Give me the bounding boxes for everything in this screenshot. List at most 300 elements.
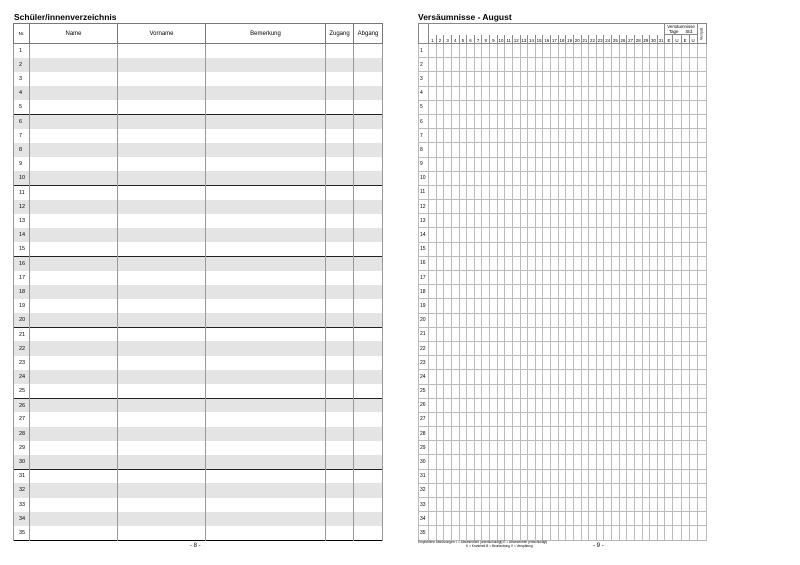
day-cell[interactable] <box>474 285 482 299</box>
zugang-cell[interactable] <box>326 114 354 128</box>
day-cell[interactable] <box>627 129 635 143</box>
day-cell[interactable] <box>650 299 658 313</box>
day-cell[interactable] <box>612 427 620 441</box>
day-cell[interactable] <box>482 129 490 143</box>
day-cell[interactable] <box>589 412 597 426</box>
bemerkung-cell[interactable] <box>206 483 326 497</box>
summary-cell[interactable] <box>665 86 673 100</box>
day-cell[interactable] <box>558 412 566 426</box>
day-cell[interactable] <box>436 129 444 143</box>
summary-cell[interactable] <box>697 242 706 256</box>
day-cell[interactable] <box>459 171 467 185</box>
day-cell[interactable] <box>482 370 490 384</box>
bemerkung-cell[interactable] <box>206 427 326 441</box>
day-cell[interactable] <box>444 171 452 185</box>
day-cell[interactable] <box>589 58 597 72</box>
day-cell[interactable] <box>535 256 543 270</box>
day-cell[interactable] <box>604 214 612 228</box>
day-cell[interactable] <box>596 157 604 171</box>
vorname-cell[interactable] <box>118 143 206 157</box>
day-cell[interactable] <box>604 86 612 100</box>
day-cell[interactable] <box>543 86 551 100</box>
day-cell[interactable] <box>528 214 536 228</box>
day-cell[interactable] <box>467 58 475 72</box>
summary-cell[interactable] <box>689 427 697 441</box>
day-cell[interactable] <box>596 327 604 341</box>
abgang-cell[interactable] <box>354 143 383 157</box>
day-cell[interactable] <box>589 313 597 327</box>
day-cell[interactable] <box>543 384 551 398</box>
summary-cell[interactable] <box>697 299 706 313</box>
vorname-cell[interactable] <box>118 256 206 270</box>
day-cell[interactable] <box>589 299 597 313</box>
zugang-cell[interactable] <box>326 129 354 143</box>
day-cell[interactable] <box>429 498 437 512</box>
day-cell[interactable] <box>436 185 444 199</box>
day-cell[interactable] <box>505 498 513 512</box>
day-cell[interactable] <box>596 143 604 157</box>
summary-cell[interactable] <box>681 200 689 214</box>
day-cell[interactable] <box>436 72 444 86</box>
summary-cell[interactable] <box>681 214 689 228</box>
day-cell[interactable] <box>619 58 627 72</box>
day-cell[interactable] <box>619 242 627 256</box>
day-cell[interactable] <box>604 469 612 483</box>
day-cell[interactable] <box>650 313 658 327</box>
bemerkung-cell[interactable] <box>206 171 326 185</box>
name-cell[interactable] <box>30 455 118 469</box>
day-cell[interactable] <box>627 427 635 441</box>
day-cell[interactable] <box>429 285 437 299</box>
day-cell[interactable] <box>497 455 505 469</box>
day-cell[interactable] <box>429 412 437 426</box>
day-cell[interactable] <box>512 327 520 341</box>
day-cell[interactable] <box>520 469 528 483</box>
day-cell[interactable] <box>634 185 642 199</box>
day-cell[interactable] <box>566 384 574 398</box>
day-cell[interactable] <box>459 256 467 270</box>
day-cell[interactable] <box>558 72 566 86</box>
day-cell[interactable] <box>520 143 528 157</box>
summary-cell[interactable] <box>665 100 673 114</box>
day-cell[interactable] <box>627 171 635 185</box>
day-cell[interactable] <box>596 271 604 285</box>
day-cell[interactable] <box>505 441 513 455</box>
day-cell[interactable] <box>566 427 574 441</box>
day-cell[interactable] <box>482 398 490 412</box>
day-cell[interactable] <box>619 129 627 143</box>
day-cell[interactable] <box>551 469 559 483</box>
summary-cell[interactable] <box>697 455 706 469</box>
day-cell[interactable] <box>474 58 482 72</box>
day-cell[interactable] <box>650 72 658 86</box>
day-cell[interactable] <box>512 114 520 128</box>
day-cell[interactable] <box>512 200 520 214</box>
day-cell[interactable] <box>589 455 597 469</box>
summary-cell[interactable] <box>697 100 706 114</box>
day-cell[interactable] <box>589 129 597 143</box>
day-cell[interactable] <box>596 100 604 114</box>
day-cell[interactable] <box>573 512 581 526</box>
vorname-cell[interactable] <box>118 384 206 398</box>
day-cell[interactable] <box>566 44 574 58</box>
day-cell[interactable] <box>650 228 658 242</box>
day-cell[interactable] <box>619 455 627 469</box>
day-cell[interactable] <box>535 271 543 285</box>
day-cell[interactable] <box>459 285 467 299</box>
day-cell[interactable] <box>429 114 437 128</box>
summary-cell[interactable] <box>665 114 673 128</box>
day-cell[interactable] <box>451 129 459 143</box>
zugang-cell[interactable] <box>326 242 354 256</box>
day-cell[interactable] <box>558 427 566 441</box>
bemerkung-cell[interactable] <box>206 469 326 483</box>
day-cell[interactable] <box>429 157 437 171</box>
day-cell[interactable] <box>520 341 528 355</box>
day-cell[interactable] <box>604 341 612 355</box>
day-cell[interactable] <box>429 72 437 86</box>
day-cell[interactable] <box>612 114 620 128</box>
day-cell[interactable] <box>459 242 467 256</box>
vorname-cell[interactable] <box>118 469 206 483</box>
day-cell[interactable] <box>429 512 437 526</box>
day-cell[interactable] <box>505 171 513 185</box>
day-cell[interactable] <box>619 498 627 512</box>
day-cell[interactable] <box>650 498 658 512</box>
day-cell[interactable] <box>604 242 612 256</box>
day-cell[interactable] <box>490 228 498 242</box>
day-cell[interactable] <box>474 114 482 128</box>
day-cell[interactable] <box>520 256 528 270</box>
summary-cell[interactable] <box>697 412 706 426</box>
day-cell[interactable] <box>581 427 589 441</box>
day-cell[interactable] <box>490 129 498 143</box>
zugang-cell[interactable] <box>326 455 354 469</box>
day-cell[interactable] <box>627 114 635 128</box>
summary-cell[interactable] <box>681 469 689 483</box>
summary-cell[interactable] <box>665 526 673 540</box>
day-cell[interactable] <box>604 441 612 455</box>
day-cell[interactable] <box>528 412 536 426</box>
summary-cell[interactable] <box>697 114 706 128</box>
day-cell[interactable] <box>512 143 520 157</box>
day-cell[interactable] <box>512 341 520 355</box>
day-cell[interactable] <box>512 356 520 370</box>
day-cell[interactable] <box>451 114 459 128</box>
summary-cell[interactable] <box>673 256 681 270</box>
day-cell[interactable] <box>520 114 528 128</box>
day-cell[interactable] <box>512 285 520 299</box>
day-cell[interactable] <box>573 483 581 497</box>
day-cell[interactable] <box>558 327 566 341</box>
summary-cell[interactable] <box>673 72 681 86</box>
day-cell[interactable] <box>436 214 444 228</box>
day-cell[interactable] <box>505 114 513 128</box>
day-cell[interactable] <box>604 512 612 526</box>
day-cell[interactable] <box>604 100 612 114</box>
bemerkung-cell[interactable] <box>206 299 326 313</box>
day-cell[interactable] <box>512 313 520 327</box>
day-cell[interactable] <box>642 129 650 143</box>
day-cell[interactable] <box>436 271 444 285</box>
day-cell[interactable] <box>543 200 551 214</box>
day-cell[interactable] <box>543 271 551 285</box>
summary-cell[interactable] <box>665 242 673 256</box>
zugang-cell[interactable] <box>326 157 354 171</box>
name-cell[interactable] <box>30 483 118 497</box>
day-cell[interactable] <box>474 313 482 327</box>
day-cell[interactable] <box>429 44 437 58</box>
day-cell[interactable] <box>490 327 498 341</box>
day-cell[interactable] <box>657 341 665 355</box>
summary-cell[interactable] <box>673 114 681 128</box>
day-cell[interactable] <box>566 370 574 384</box>
day-cell[interactable] <box>467 271 475 285</box>
day-cell[interactable] <box>543 455 551 469</box>
day-cell[interactable] <box>558 214 566 228</box>
bemerkung-cell[interactable] <box>206 384 326 398</box>
day-cell[interactable] <box>627 412 635 426</box>
day-cell[interactable] <box>528 469 536 483</box>
day-cell[interactable] <box>627 370 635 384</box>
summary-cell[interactable] <box>681 341 689 355</box>
day-cell[interactable] <box>429 356 437 370</box>
day-cell[interactable] <box>612 398 620 412</box>
summary-cell[interactable] <box>673 512 681 526</box>
bemerkung-cell[interactable] <box>206 455 326 469</box>
vorname-cell[interactable] <box>118 483 206 497</box>
day-cell[interactable] <box>512 242 520 256</box>
day-cell[interactable] <box>444 114 452 128</box>
day-cell[interactable] <box>551 313 559 327</box>
day-cell[interactable] <box>619 483 627 497</box>
day-cell[interactable] <box>520 242 528 256</box>
vorname-cell[interactable] <box>118 72 206 86</box>
abgang-cell[interactable] <box>354 455 383 469</box>
day-cell[interactable] <box>429 143 437 157</box>
day-cell[interactable] <box>436 370 444 384</box>
day-cell[interactable] <box>642 384 650 398</box>
zugang-cell[interactable] <box>326 185 354 199</box>
day-cell[interactable] <box>604 498 612 512</box>
day-cell[interactable] <box>657 412 665 426</box>
summary-cell[interactable] <box>665 455 673 469</box>
day-cell[interactable] <box>490 72 498 86</box>
day-cell[interactable] <box>467 427 475 441</box>
day-cell[interactable] <box>543 44 551 58</box>
day-cell[interactable] <box>604 356 612 370</box>
day-cell[interactable] <box>612 526 620 540</box>
summary-cell[interactable] <box>681 327 689 341</box>
summary-cell[interactable] <box>665 200 673 214</box>
day-cell[interactable] <box>642 341 650 355</box>
day-cell[interactable] <box>451 271 459 285</box>
zugang-cell[interactable] <box>326 58 354 72</box>
day-cell[interactable] <box>589 171 597 185</box>
day-cell[interactable] <box>543 469 551 483</box>
summary-cell[interactable] <box>689 299 697 313</box>
day-cell[interactable] <box>619 313 627 327</box>
summary-cell[interactable] <box>665 271 673 285</box>
day-cell[interactable] <box>589 185 597 199</box>
day-cell[interactable] <box>612 228 620 242</box>
day-cell[interactable] <box>467 185 475 199</box>
day-cell[interactable] <box>512 157 520 171</box>
day-cell[interactable] <box>520 228 528 242</box>
day-cell[interactable] <box>573 256 581 270</box>
day-cell[interactable] <box>566 200 574 214</box>
day-cell[interactable] <box>612 441 620 455</box>
day-cell[interactable] <box>573 271 581 285</box>
day-cell[interactable] <box>650 285 658 299</box>
day-cell[interactable] <box>566 114 574 128</box>
bemerkung-cell[interactable] <box>206 327 326 341</box>
day-cell[interactable] <box>497 398 505 412</box>
day-cell[interactable] <box>566 327 574 341</box>
zugang-cell[interactable] <box>326 228 354 242</box>
day-cell[interactable] <box>634 341 642 355</box>
day-cell[interactable] <box>444 384 452 398</box>
day-cell[interactable] <box>528 157 536 171</box>
day-cell[interactable] <box>474 157 482 171</box>
summary-cell[interactable] <box>697 285 706 299</box>
bemerkung-cell[interactable] <box>206 129 326 143</box>
summary-cell[interactable] <box>697 427 706 441</box>
day-cell[interactable] <box>520 327 528 341</box>
zugang-cell[interactable] <box>326 100 354 114</box>
day-cell[interactable] <box>596 114 604 128</box>
day-cell[interactable] <box>497 313 505 327</box>
day-cell[interactable] <box>650 171 658 185</box>
day-cell[interactable] <box>619 157 627 171</box>
day-cell[interactable] <box>520 157 528 171</box>
day-cell[interactable] <box>459 370 467 384</box>
zugang-cell[interactable] <box>326 441 354 455</box>
day-cell[interactable] <box>543 114 551 128</box>
day-cell[interactable] <box>490 214 498 228</box>
day-cell[interactable] <box>566 185 574 199</box>
day-cell[interactable] <box>429 469 437 483</box>
summary-cell[interactable] <box>673 483 681 497</box>
summary-cell[interactable] <box>681 228 689 242</box>
summary-cell[interactable] <box>673 242 681 256</box>
abgang-cell[interactable] <box>354 271 383 285</box>
day-cell[interactable] <box>642 214 650 228</box>
day-cell[interactable] <box>474 526 482 540</box>
abgang-cell[interactable] <box>354 526 383 540</box>
day-cell[interactable] <box>490 469 498 483</box>
day-cell[interactable] <box>612 299 620 313</box>
summary-cell[interactable] <box>665 157 673 171</box>
day-cell[interactable] <box>490 384 498 398</box>
day-cell[interactable] <box>596 427 604 441</box>
summary-cell[interactable] <box>673 498 681 512</box>
day-cell[interactable] <box>657 285 665 299</box>
abgang-cell[interactable] <box>354 58 383 72</box>
day-cell[interactable] <box>444 427 452 441</box>
day-cell[interactable] <box>543 242 551 256</box>
day-cell[interactable] <box>566 483 574 497</box>
day-cell[interactable] <box>467 114 475 128</box>
summary-cell[interactable] <box>673 398 681 412</box>
day-cell[interactable] <box>444 271 452 285</box>
day-cell[interactable] <box>573 114 581 128</box>
day-cell[interactable] <box>436 356 444 370</box>
day-cell[interactable] <box>581 483 589 497</box>
day-cell[interactable] <box>657 214 665 228</box>
summary-cell[interactable] <box>681 370 689 384</box>
day-cell[interactable] <box>467 455 475 469</box>
day-cell[interactable] <box>650 44 658 58</box>
day-cell[interactable] <box>543 341 551 355</box>
summary-cell[interactable] <box>673 455 681 469</box>
day-cell[interactable] <box>497 157 505 171</box>
day-cell[interactable] <box>612 72 620 86</box>
day-cell[interactable] <box>634 143 642 157</box>
zugang-cell[interactable] <box>326 412 354 426</box>
day-cell[interactable] <box>551 86 559 100</box>
day-cell[interactable] <box>573 412 581 426</box>
name-cell[interactable] <box>30 129 118 143</box>
summary-cell[interactable] <box>689 200 697 214</box>
day-cell[interactable] <box>512 256 520 270</box>
day-cell[interactable] <box>604 185 612 199</box>
day-cell[interactable] <box>657 256 665 270</box>
day-cell[interactable] <box>505 157 513 171</box>
summary-cell[interactable] <box>665 44 673 58</box>
day-cell[interactable] <box>581 256 589 270</box>
summary-cell[interactable] <box>689 129 697 143</box>
day-cell[interactable] <box>619 86 627 100</box>
day-cell[interactable] <box>497 200 505 214</box>
summary-cell[interactable] <box>665 412 673 426</box>
day-cell[interactable] <box>619 370 627 384</box>
day-cell[interactable] <box>482 157 490 171</box>
day-cell[interactable] <box>474 200 482 214</box>
day-cell[interactable] <box>474 129 482 143</box>
day-cell[interactable] <box>619 100 627 114</box>
day-cell[interactable] <box>650 242 658 256</box>
zugang-cell[interactable] <box>326 171 354 185</box>
day-cell[interactable] <box>497 86 505 100</box>
day-cell[interactable] <box>551 526 559 540</box>
summary-cell[interactable] <box>681 356 689 370</box>
bemerkung-cell[interactable] <box>206 512 326 526</box>
day-cell[interactable] <box>650 384 658 398</box>
day-cell[interactable] <box>520 44 528 58</box>
bemerkung-cell[interactable] <box>206 72 326 86</box>
day-cell[interactable] <box>551 299 559 313</box>
abgang-cell[interactable] <box>354 129 383 143</box>
day-cell[interactable] <box>490 483 498 497</box>
day-cell[interactable] <box>657 72 665 86</box>
day-cell[interactable] <box>612 171 620 185</box>
name-cell[interactable] <box>30 114 118 128</box>
day-cell[interactable] <box>497 242 505 256</box>
day-cell[interactable] <box>619 341 627 355</box>
day-cell[interactable] <box>627 469 635 483</box>
day-cell[interactable] <box>612 143 620 157</box>
summary-cell[interactable] <box>681 384 689 398</box>
day-cell[interactable] <box>612 185 620 199</box>
day-cell[interactable] <box>558 299 566 313</box>
summary-cell[interactable] <box>673 271 681 285</box>
summary-cell[interactable] <box>689 526 697 540</box>
day-cell[interactable] <box>467 100 475 114</box>
day-cell[interactable] <box>512 384 520 398</box>
day-cell[interactable] <box>650 185 658 199</box>
day-cell[interactable] <box>604 285 612 299</box>
